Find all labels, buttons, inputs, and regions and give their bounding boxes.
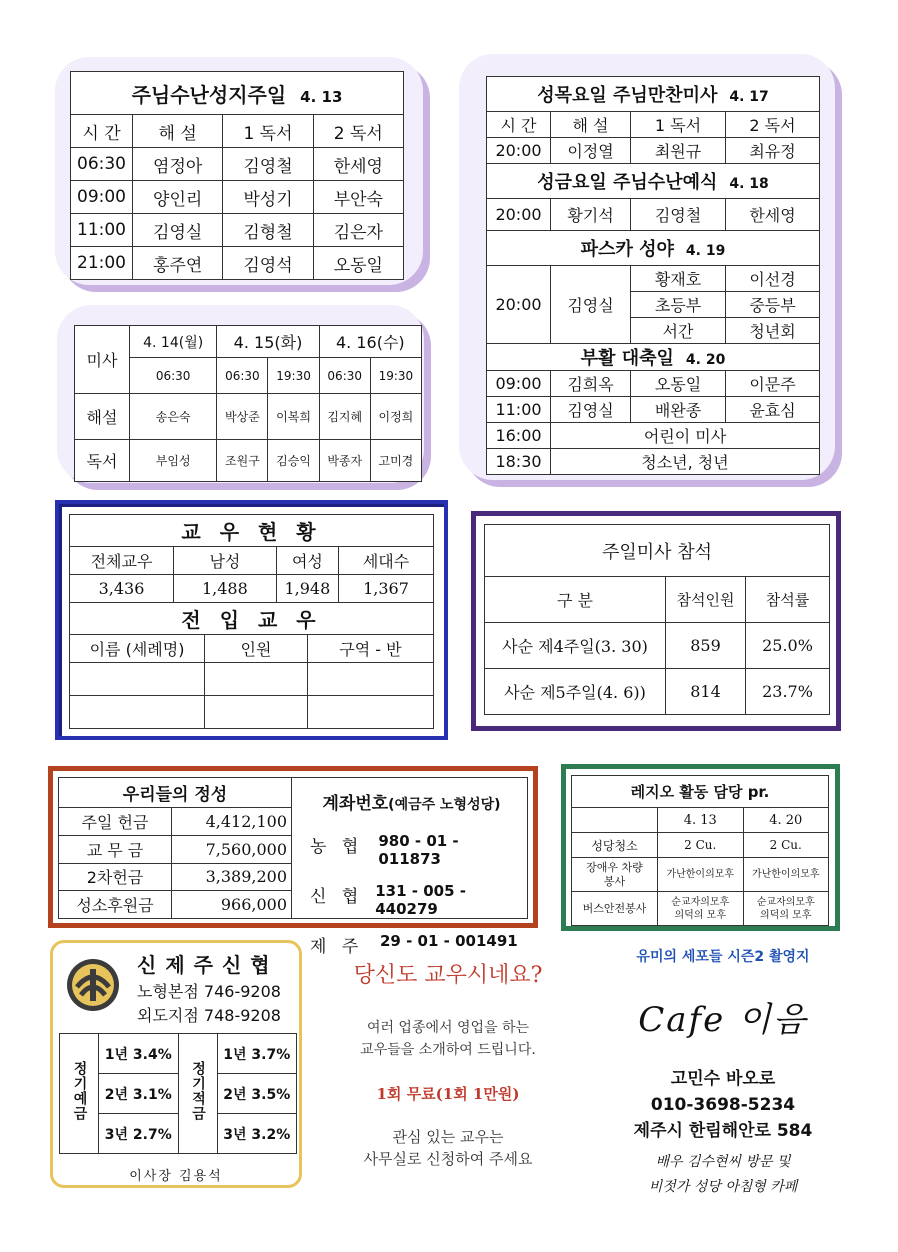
palm-sunday-panel — [55, 57, 423, 285]
installment-label — [178, 1034, 217, 1154]
credit-union-name: 신제주신협 — [137, 953, 279, 977]
legio-panel — [561, 764, 840, 931]
time-cell: 06:30 — [217, 358, 268, 394]
cafe-logo — [598, 966, 848, 1066]
name-cell: 이선경 — [726, 266, 820, 292]
legio-title: 레지오 활동 담당 pr. — [572, 776, 829, 808]
easter-title: 부활 대축일 — [580, 348, 674, 369]
value-cell: 966,000 — [172, 891, 292, 919]
event-cell: 청소년, 청년 — [551, 449, 820, 475]
name-cell: 김지혜 — [319, 394, 370, 440]
header-cell: 남성 — [174, 547, 277, 575]
offering-panel — [48, 766, 538, 957]
header-cell: 구 분 — [485, 577, 666, 623]
easter-date: 4. 20 — [685, 352, 726, 368]
name-cell: 최유정 — [726, 138, 820, 164]
name-cell: 김영실 — [133, 214, 223, 247]
table-row — [485, 669, 830, 715]
table-row — [487, 138, 820, 164]
name-cell: 김영석 — [223, 247, 313, 280]
label-cell: 성당청소 — [572, 833, 658, 858]
members-panel — [55, 500, 448, 740]
value-cell: 1,488 — [174, 575, 277, 603]
table-row — [71, 214, 404, 247]
interest-rate-table — [59, 1033, 297, 1154]
date-cell: 4. 14(월) — [130, 326, 217, 358]
table-row — [487, 397, 820, 423]
time-cell: 09:00 — [71, 181, 133, 214]
holy-week-panel — [459, 54, 835, 480]
header-cell: 1 독서 — [223, 115, 313, 148]
table-row — [487, 266, 820, 292]
header-cell: 세대수 — [339, 547, 434, 575]
header-cell: 구역 - 반 — [307, 635, 433, 663]
rate-cell: 1년 3.4% — [99, 1034, 179, 1074]
name-cell: 김영실 — [551, 397, 631, 423]
table-row — [71, 247, 404, 280]
header-cell: 이름 (세례명) — [70, 635, 205, 663]
account-number: 131 - 005 - 440279 — [375, 882, 466, 918]
time-cell: 06:30 — [130, 358, 217, 394]
header-cell: 전체교우 — [70, 547, 174, 575]
name-cell: 이정열 — [551, 138, 631, 164]
table-row — [572, 858, 829, 892]
attendance-panel — [471, 511, 841, 731]
vigil-date: 4. 19 — [685, 243, 726, 259]
account-number: 29 - 01 - 001491 — [380, 932, 518, 950]
header-cell: 인원 — [205, 635, 308, 663]
row-label: 독서 — [75, 440, 130, 482]
value-cell: 2 Cu. — [743, 833, 829, 858]
promo-price: 1회 무료(1회 1만원) — [376, 1085, 520, 1103]
header-cell: 여성 — [276, 547, 338, 575]
value-cell: 가난한이의모후 — [743, 858, 829, 892]
value-cell: 7,560,000 — [172, 835, 292, 863]
table-row — [487, 449, 820, 475]
label-cell: 버스안전봉사 — [572, 892, 658, 926]
members-title: 교 우 현 황 — [70, 515, 434, 547]
empty-cell — [70, 696, 205, 729]
header-cell: 시 간 — [487, 112, 551, 138]
palm-sunday-title: 주님수난성지주일 — [131, 82, 287, 107]
time-cell: 16:00 — [487, 423, 551, 449]
table-row — [71, 148, 404, 181]
header-cell: 2 독서 — [313, 115, 403, 148]
date-cell: 4. 16(수) — [319, 326, 421, 358]
palm-sunday-table — [70, 71, 404, 280]
palm-sunday-date: 4. 13 — [300, 87, 343, 106]
time-cell: 09:00 — [487, 371, 551, 397]
value-cell: 814 — [666, 669, 746, 715]
header-cell: 해 설 — [133, 115, 223, 148]
value-cell: 859 — [666, 623, 746, 669]
header-cell: 시 간 — [71, 115, 133, 148]
cafe-handwriting: 비젓가 성당 아침형 카페 — [648, 1179, 798, 1195]
empty-cell — [307, 663, 433, 696]
cafe-tagline: 유미의 세포들 시즌2 촬영지 — [636, 949, 810, 965]
name-cell: 청년회 — [726, 318, 820, 344]
name-cell: 이문주 — [726, 371, 820, 397]
bank-name: 제 주 — [310, 937, 364, 957]
promo-body: 여러 업종에서 영업을 하는 교우들을 소개하여 드립니다. — [360, 1020, 536, 1058]
name-cell: 김승익 — [268, 440, 319, 482]
name-cell: 염정아 — [133, 148, 223, 181]
savings-label-text: 정기예금 — [71, 1060, 88, 1121]
promo-cta: 관심 있는 교우는 사무실로 신청하여 주세요 — [363, 1128, 533, 1168]
friday-title: 성금요일 주님수난예식 — [537, 172, 718, 193]
branch-phone: 노형본점 746-9208 — [137, 982, 281, 1001]
credit-union-panel — [50, 940, 302, 1188]
table-row — [485, 623, 830, 669]
promo-panel — [318, 958, 578, 1188]
name-cell: 배완종 — [631, 397, 726, 423]
time-cell: 20:00 — [487, 138, 551, 164]
account-number: 980 - 01 - 011873 — [378, 832, 459, 868]
name-cell: 김은자 — [313, 214, 403, 247]
thursday-title: 성목요일 주님만찬미사 — [537, 85, 718, 106]
cafe-address: 제주시 한림해안로 584 — [633, 1121, 813, 1141]
label-cell: 성소후원금 — [59, 891, 172, 919]
header-cell: 1 독서 — [631, 112, 726, 138]
name-cell: 한세영 — [313, 148, 403, 181]
label-cell: 주일 헌금 — [59, 808, 172, 836]
name-cell: 김희옥 — [551, 371, 631, 397]
name-cell: 김형철 — [223, 214, 313, 247]
table-row — [572, 833, 829, 858]
event-cell: 어린이 미사 — [551, 423, 820, 449]
savings-label — [60, 1034, 99, 1154]
rate-cell: 2년 3.5% — [217, 1074, 297, 1114]
name-cell: 박종자 — [319, 440, 370, 482]
cafe-ad — [598, 946, 848, 1206]
branch-phone: 외도지점 748-9208 — [137, 1006, 281, 1025]
friday-date: 4. 18 — [729, 176, 769, 192]
label-cell: 사순 제4주일(3. 30) — [485, 623, 666, 669]
date-cell: 4. 13 — [658, 808, 744, 833]
table-row — [487, 371, 820, 397]
value-cell: 23.7% — [746, 669, 830, 715]
rate-cell: 1년 3.7% — [217, 1034, 297, 1074]
date-cell: 4. 20 — [743, 808, 829, 833]
value-cell: 4,412,100 — [172, 808, 292, 836]
account-title: 계좌번호 — [322, 794, 389, 814]
empty-cell — [205, 696, 308, 729]
header-cell: 2 독서 — [726, 112, 820, 138]
rate-cell: 2년 3.1% — [99, 1074, 179, 1114]
promo-title: 당신도 교우시네요? — [353, 963, 543, 988]
name-cell: 이정희 — [370, 394, 421, 440]
label-cell: 2차헌금 — [59, 863, 172, 891]
account-row — [300, 832, 523, 868]
name-cell: 이복희 — [268, 394, 319, 440]
name-cell: 김영철 — [631, 199, 726, 231]
vigil-title: 파스카 성야 — [580, 239, 674, 260]
name-cell: 부임성 — [130, 440, 217, 482]
time-cell: 19:30 — [370, 358, 421, 394]
name-cell: 서간 — [631, 318, 726, 344]
value-cell: 순교자의모후 의덕의 모후 — [658, 892, 744, 926]
time-cell: 06:30 — [319, 358, 370, 394]
table-row — [572, 892, 829, 926]
name-cell: 김영실 — [551, 266, 631, 344]
name-cell: 윤효심 — [726, 397, 820, 423]
weekday-mass-panel — [57, 305, 424, 483]
header-cell: 참석인원 — [666, 577, 746, 623]
value-cell: 순교자의모후 의덕의 모후 — [743, 892, 829, 926]
name-cell: 양인리 — [133, 181, 223, 214]
rate-cell: 3년 2.7% — [99, 1114, 179, 1154]
label-cell: 사순 제5주일(4. 6)) — [485, 669, 666, 715]
value-cell: 3,436 — [70, 575, 174, 603]
name-cell: 박상준 — [217, 394, 268, 440]
row-label: 미사 — [75, 326, 130, 394]
bank-name: 농 협 — [310, 837, 364, 857]
empty-cell — [307, 696, 433, 729]
value-cell: 3,389,200 — [172, 863, 292, 891]
time-cell: 11:00 — [71, 214, 133, 247]
attendance-title: 주일미사 참석 — [485, 525, 830, 577]
time-cell: 20:00 — [487, 266, 551, 344]
weekday-mass-table — [74, 325, 422, 482]
time-cell: 20:00 — [487, 199, 551, 231]
time-cell: 18:30 — [487, 449, 551, 475]
time-cell: 06:30 — [71, 148, 133, 181]
attendance-table — [484, 524, 830, 715]
header-cell: 참석률 — [746, 577, 830, 623]
label-cell: 장애우 차량 봉사 — [572, 858, 658, 892]
account-holder: (예금주 노형성당) — [388, 797, 501, 813]
cafe-logo-text: Cafe 이음 — [638, 999, 808, 1040]
value-cell: 1,367 — [339, 575, 434, 603]
account-info — [300, 777, 523, 957]
bank-name: 신 협 — [310, 887, 364, 907]
name-cell: 김영철 — [223, 148, 313, 181]
holy-week-table — [486, 76, 820, 475]
empty-cell — [572, 808, 658, 833]
chairman: 이사장 김용석 — [129, 1169, 223, 1184]
name-cell: 중등부 — [726, 292, 820, 318]
label-cell: 교 무 금 — [59, 835, 172, 863]
thursday-date: 4. 17 — [729, 89, 769, 105]
name-cell: 황기석 — [551, 199, 631, 231]
legio-table — [571, 775, 829, 926]
credit-union-logo-icon — [65, 957, 121, 1013]
header-cell: 해 설 — [551, 112, 631, 138]
cafe-owner: 고민수 바오로 — [670, 1069, 776, 1089]
name-cell: 고미경 — [370, 440, 421, 482]
value-cell: 25.0% — [746, 623, 830, 669]
name-cell: 홍주연 — [133, 247, 223, 280]
installment-label-text: 정기적금 — [190, 1060, 206, 1121]
name-cell: 조원구 — [217, 440, 268, 482]
value-cell: 가난한이의모후 — [658, 858, 744, 892]
table-row — [487, 423, 820, 449]
row-label: 해설 — [75, 394, 130, 440]
empty-cell — [70, 663, 205, 696]
members-table — [69, 514, 434, 729]
table-row — [487, 199, 820, 231]
name-cell: 송은숙 — [130, 394, 217, 440]
time-cell: 21:00 — [71, 247, 133, 280]
date-cell: 4. 15(화) — [217, 326, 319, 358]
time-cell: 11:00 — [487, 397, 551, 423]
empty-cell — [205, 663, 308, 696]
cafe-handwriting: 배우 김수현씨 방문 및 — [655, 1154, 791, 1170]
cafe-phone: 010-3698-5234 — [650, 1095, 796, 1115]
name-cell: 최원규 — [631, 138, 726, 164]
name-cell: 한세영 — [726, 199, 820, 231]
value-cell: 2 Cu. — [658, 833, 744, 858]
newcomers-title: 전 입 교 우 — [70, 603, 434, 635]
name-cell: 박성기 — [223, 181, 313, 214]
account-row — [300, 932, 523, 957]
name-cell: 오동일 — [631, 371, 726, 397]
value-cell: 1,948 — [276, 575, 338, 603]
offering-title: 우리들의 정성 — [59, 778, 292, 808]
table-row — [71, 181, 404, 214]
time-cell: 19:30 — [268, 358, 319, 394]
rate-cell: 3년 3.2% — [217, 1114, 297, 1154]
name-cell: 오동일 — [313, 247, 403, 280]
account-row — [300, 882, 523, 918]
name-cell: 초등부 — [631, 292, 726, 318]
name-cell: 황재호 — [631, 266, 726, 292]
name-cell: 부안숙 — [313, 181, 403, 214]
